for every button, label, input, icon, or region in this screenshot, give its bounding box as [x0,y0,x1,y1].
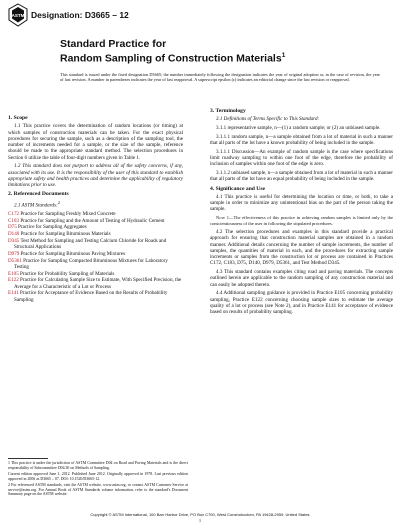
terminology-paragraph-1: 3.1 Definitions of Terms Specific to This Standard: [216,116,320,123]
document-code-link[interactable]: E105 [8,270,19,277]
astm-standards-footnote-ref: 2 [57,199,60,205]
document-title: Practice for Acceptance of Evidence Based on the Results of Probability Sampling [14,290,168,303]
referenced-document-item[interactable] [8,231,183,237]
footnote-1-edition: Current edition approved June 1, 2012. Published June 2012. Originally approved in 1978. Last previous edition approved in 2006 as D3665 – 07. DOI: 10.1520/D3665-12. [8,471,188,481]
referenced-document-item[interactable] [8,211,183,217]
document-title: Practice for Sampling Aggregates [16,224,87,231]
terminology-paragraph-2: 3.1.1 representative sample, n—(1) a random sample; or (2) an unbiased sample. [216,125,381,131]
referenced-document-item[interactable] [8,258,183,271]
scope-heading: 1. Scope [8,115,28,121]
title-footnote-ref: 1 [281,52,286,59]
title-line-1: Standard Practice for [60,38,167,50]
document-title: Practice for Calculating Sample Size to Estimate, With Specified Precision, the Average for a Characteristic of a Lot or Process [14,277,182,290]
document-title: Practice for Sampling Freshly Mixed Concrete [19,210,116,217]
document-code-link[interactable]: D5361 [8,257,22,264]
document-title [60,38,360,65]
significance-paragraph-1: 4.1 This practice is useful for determining the location or time, or both, to take a sample in order to minimize any unintentional bias on the part of the person taking the sample. [210,193,393,213]
astm-standards-subheading-text: 2.1 ASTM Standards: [14,202,58,209]
footnote-2: 2 For referenced ASTM standards, visit the ASTM website, www.astm.org, or contact ASTM Customer Service at service@astm.org. For Annual Book of ASTM Standards volume information, refer to the standard's Document Summary page on the ASTM website. [8,482,188,497]
document-code-link[interactable]: D345 [8,237,20,244]
copyright-footer: Copyright © ASTM International, 100 Barr Harbor Drive, PO Box C700, West Conshohocken, PA 19428-2959. United States [90,512,310,517]
referenced-documents-list [8,211,183,303]
scope-paragraph-2: 1.2 This standard does not purport to address all of the safety concerns, if any, associated with its use. It is the responsibility of the user of this standard to establish appropriate safety and health practices and determine the applicability of regulatory limitations prior to use. [8,163,183,188]
document-title: Practice for Probability Sampling of Materials [18,270,115,277]
referenced-document-item[interactable] [8,238,183,251]
document-title: Practice for Sampling Bituminous Paving Mixtures [19,250,126,257]
svg-text:ASTM: ASTM [11,13,25,18]
document-title: Practice for Sampling Compacted Bituminous Mixtures for Laboratory Testing [14,257,168,270]
document-title: Test Method for Sampling and Testing Calcium Chloride for Roads and Structural Applications [14,237,167,251]
referenced-document-item[interactable] [8,224,183,230]
referenced-document-item[interactable] [8,277,183,290]
scope-paragraph-1: 1.1 This practice covers the determination of random locations (or timing) at which samples of construction materials can be taken. For the exact physical procedures for securing the sample, such as a description of the sampling tool, the number of increments needed for a sample, or the size of the sample, reference should be made to the appropriate standard method. The selection procedures in Section 6 utilize the table of four-digit numbers given in Table 1. [8,123,183,161]
document-code-link[interactable]: D75 [8,224,17,231]
left-column [8,112,183,494]
designation: Designation: D3665 – 12 [31,10,129,20]
document-code-link[interactable]: D140 [8,231,20,238]
astm-standards-subheading [8,200,183,209]
astm-logo-icon [8,3,28,27]
significance-paragraph-2: 4.2 The selection procedures and examples in this standard provide a practical approach for ensuring that construction material samples are obtained in a random manner. Additional details concerning the number of sample increments, the number of samples, the quantities of material in each, and the procedures for extracting sample increments or samples from the construction lot or process are contained in Practices C172, C183, D75, D140, D979, D5361, and Test Method D345. [210,229,393,267]
referenced-document-item[interactable] [8,218,183,224]
standard-issuance-note: This standard is issued under the fixed designation D3665; the number immediately following the designation indicates the year of original adoption or, in the case of revision, the year of last revision. A number in parentheses indicates the year of last reapproval. A superscript epsilon (ε) indicates an editorial change since the last revision or reapproval. [60,72,380,83]
footnotes [8,461,188,498]
significance-paragraph-4: 4.4 Additional sampling guidance is provided in Practice E105 concerning probability sampling, Practice E122 concerning choosing sample sizes to estimate the average quality of a lot or process (see Note 2), and in Practice E141 for acceptance of evidence based on results of probability sampling. [210,290,393,316]
document-title: Practice for Sampling Bituminous Materials [19,231,111,238]
terminology-heading: 3. Terminology [210,108,246,114]
significance-paragraph-3: 4.3 This standard contains examples citing road and paving materials. The concepts outlined herein are applicable to the random sampling of any construction material and can easily be adopted thereto. [210,269,393,288]
footnote-1: 1 This practice is under the jurisdiction of ASTM Committee D04 on Road and Paving Materials and is the direct responsibility of Subcommittee D04.30 on Methods of Sampling. [8,461,188,470]
title-line-2 [60,50,360,65]
document-code-link[interactable]: D979 [8,250,20,257]
terminology-paragraph-5: 3.1.1.2 unbiased sample, n—a sample obtained from a lot of material in such a manner that all parts of the lot have an equal probability of being included in the sample. [210,170,393,183]
right-column [210,105,393,318]
note-text: —The effectiveness of this practice in achieving random samples is limited only by the conscientiousness of the user in following the stipulated procedures. [210,215,393,226]
significance-heading: 4. Significance and Use [210,185,266,192]
referenced-document-item[interactable] [8,271,183,277]
title-line-2-text: Random Sampling of Construction Materials [60,52,282,65]
note-1 [210,215,393,226]
referenced-document-item[interactable] [8,251,183,257]
document-title: Practice for Sampling and the Amount of Testing of Hydraulic Cement [19,217,165,224]
referenced-document-item[interactable] [8,290,183,303]
terminology-paragraph-4: 3.1.1.1 Discussion—An example of random sample is the case where specifications limit roadway sampling to within one foot of the edge, therefore the probability of inclusion of samples within one foot of the edge is zero. [210,148,393,168]
document-code-link[interactable]: E141 [8,290,19,297]
note-label: Note 1 [216,215,229,220]
terminology-paragraph-3: 3.1.1.1 random sample, n—a sample obtained from a lot of material in such a manner that all parts of the lot have a known probability of being included in the sample. [210,133,393,146]
document-code-link[interactable]: C172 [8,210,20,217]
document-code-link[interactable]: C183 [8,217,20,224]
footnote-divider [8,458,48,459]
document-code-link[interactable]: E122 [8,277,19,284]
referenced-documents-heading: 2. Referenced Documents [8,191,69,198]
page-number: 1 [198,518,202,523]
